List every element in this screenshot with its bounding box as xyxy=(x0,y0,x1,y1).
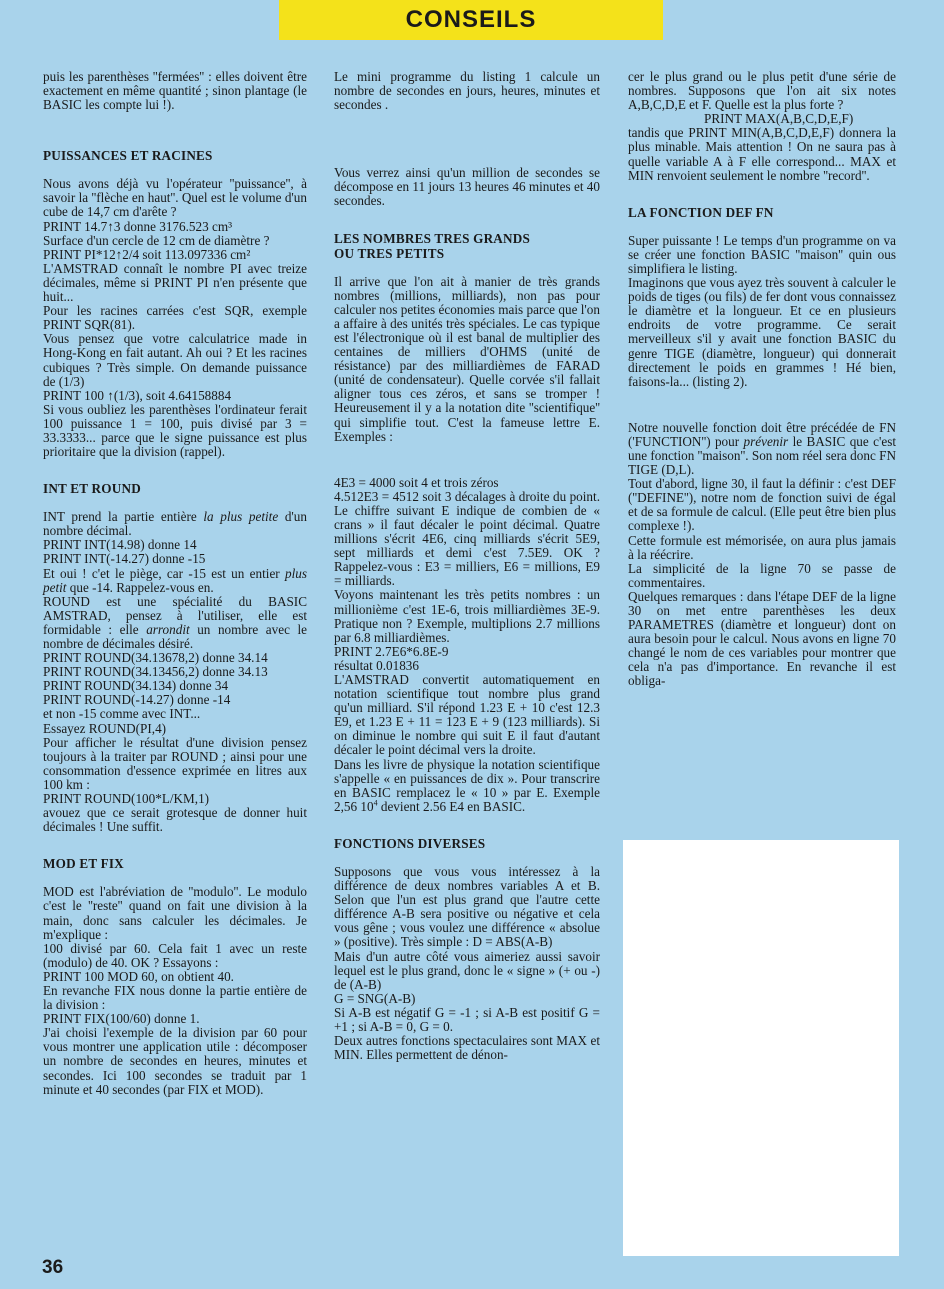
paragraph: MOD est l'abréviation de ''modulo''. Le modulo c'est le ''reste'' quand on fait une division à la main, donc sans calculer les décimales. Je m'explique : xyxy=(43,884,307,942)
paragraph: avouez que ce serait grotesque de donner huit décimales ! Une suffit. xyxy=(43,805,307,835)
paragraph: 4.512E3 = 4512 soit 3 décalages à droite du point. Le chiffre suivant E indique de combien de « crans » il faut décaler le point décimal. Quatre millions s'écrit 4E6, cinq milliards s'écrit 5E9, sept milliards et demi c'est 7.5E9. OK ? Rappelez-vous : E3 = milliers, E6 = millions, E9 = milliards. xyxy=(334,488,600,589)
paragraph: Il arrive que l'on ait à manier de très grands nombres (millions, milliards), non pas pour calculer nos petites économies mais parce que l'on a affaire à des unités très spéciales. Le cas typique est l'électronique où il est banal de multiplier des centaines de milliers d'OHMS (unité de résistance) par des milliardièmes de FARAD (unité de condensateur). Quelle corvée s'il fallait aligner tous ces zéros, et sans se tromper ! Heureusement il y a la notation dite ''scientifique'' qui simplifie tout. C'est la fameuse lettre E. Exemples : xyxy=(334,273,600,444)
paragraph: Notre nouvelle fonction doit être précédée de FN ('FUNCTION'') pour prévenir le BASIC que c'est une fonction ''maison''. Son nom réel sera donc FN TIGE (D,L). xyxy=(628,419,896,478)
paragraph: Le mini programme du listing 1 calcule un nombre de secondes en jours, heures, minutes et secondes . xyxy=(334,69,600,113)
paragraph: La simplicité de la ligne 70 se passe de commentaires. xyxy=(628,560,896,590)
code-line: PRINT 14.7↑3 donne 3176.523 cm³ xyxy=(43,218,233,234)
heading-fonctions-diverses: FONCTIONS DIVERSES xyxy=(334,835,486,851)
paragraph: puis les parenthèses ''fermées'' : elles doivent être exactement en même quantité ; sinon plantage (le BASIC les compte lui !). xyxy=(43,69,307,113)
paragraph: résultat 0.01836 xyxy=(334,657,419,673)
paragraph: tandis que PRINT MIN(A,B,C,D,E,F) donnera la plus minable. Mais attention ! On ne saura pas à quelle variable A à F elle correspond... MAX et MIN renvoient seulement le nombre ''record''. xyxy=(628,125,896,183)
heading-puissances: PUISSANCES ET RACINES xyxy=(43,148,213,164)
paragraph: Si vous oubliez les parenthèses l'ordinateur ferait 100 puissance 1 = 100, puis divisé par 3 = 33.3333... parce que le signe puissance est plus prioritaire que la division (rappel). xyxy=(43,401,307,460)
paragraph: et non -15 comme avec INT... xyxy=(43,706,201,722)
paragraph: Quelques remarques : dans l'étape DEF de la ligne 30 on met entre parenthèses les deux PARAMETRES (diamètre et longueur) dont on aura besoin pour le calcul. Nous avons en ligne 70 changé le nom de ces variables pour montrer que cela n'a pas d'importance. En revanche il est obliga- xyxy=(628,588,896,689)
paragraph: cer le plus grand ou le plus petit d'une série de nombres. Supposons que l'on ait six notes A,B,C,D,E et F. Quelle est la plus forte ? xyxy=(628,69,896,113)
paragraph: Mais d'un autre côté vous aimeriez aussi savoir lequel est le plus grand, donc le « signe » (+ ou -) de (A-B) xyxy=(334,948,600,992)
paragraph: Deux autres fonctions spectaculaires sont MAX et MIN. Elles permettent de dénon- xyxy=(334,1033,600,1063)
code-line: PRINT ROUND(34.13678,2) donne 34.14 xyxy=(43,650,268,666)
code-line: G = SNG(A-B) xyxy=(334,990,416,1006)
paragraph: ROUND est une spécialité du BASIC AMSTRAD, pensez à l'utiliser, elle est formidable : elle arrondit un nombre avec le nombre de décimales désiré. xyxy=(43,593,307,651)
paragraph: Si A-B est négatif G = -1 ; si A-B est positif G = +1 ; si A-B = 0, G = 0. xyxy=(334,1004,600,1034)
column-1 xyxy=(43,70,307,1097)
code-line: PRINT ROUND(100*L/KM,1) xyxy=(43,791,210,807)
section-title: CONSEILS xyxy=(405,6,537,33)
paragraph: Nous avons déjà vu l'opérateur ''puissance'', à savoir la ''flèche en haut''. Quel est le volume d'un cube de 14,7 cm d'arête ? xyxy=(43,176,307,220)
paragraph: Vous pensez que votre calculatrice made in Hong-Kong en fait autant. Ah oui ? Et les racines cubiques ? Très simple. On demande puissance de (1/3) xyxy=(43,331,307,389)
paragraph: Vous verrez ainsi qu'un million de secondes se décompose en 11 jours 13 heures 46 minutes et 40 secondes. xyxy=(334,165,600,209)
heading-int-round: INT ET ROUND xyxy=(43,481,141,497)
code-line: PRINT 100 MOD 60, on obtient 40. xyxy=(43,968,234,984)
paragraph: Supposons que vous vous intéressez à la différence de deux nombres variables A et B. Selon que l'un est plus grand que l'autre cette différence A-B sera positive ou négative et cela vous gêne ; vous voulez une différence « absolue » (positive). Très simple : D = ABS(A-B) xyxy=(334,863,600,950)
code-line: PRINT FIX(100/60) donne 1. xyxy=(43,1011,200,1027)
paragraph: Dans les livre de physique la notation scientifique s'appelle « en puissances de dix ». Pour transcrire en BASIC remplacez le « 10 » par E. Exemple 2,56 $10^4$ devient 2.56 E4 en BASIC. xyxy=(334,756,600,814)
column-2 xyxy=(334,70,600,1062)
code-line: PRINT ROUND(-14.27) donne -14 xyxy=(43,692,231,708)
paragraph: Surface d'un cercle de 12 cm de diamètre ? xyxy=(43,232,270,248)
code-line: PRINT INT(-14.27) donne -15 xyxy=(43,551,206,567)
code-line: 4E3 = 4000 soit 4 et trois zéros xyxy=(334,474,499,490)
column-3 xyxy=(628,70,896,689)
code-line: Essayez ROUND(PI,4) xyxy=(43,720,167,736)
paragraph: 100 divisé par 60. Cela fait 1 avec un reste (modulo) de 40. OK ? Essayons : xyxy=(43,940,307,970)
paragraph: Cette formule est mémorisée, on aura plus jamais à la réécrire. xyxy=(628,532,896,562)
paragraph: Pour les racines carrées c'est SQR, exemple PRINT SQR(81). xyxy=(43,303,307,333)
paragraph: Pour afficher le résultat d'une division pensez toujours à la traiter par ROUND ; ainsi pour une consommation d'essence exprimée en litres aux 100 km : xyxy=(43,734,307,792)
code-line: PRINT ROUND(34.134) donne 34 xyxy=(43,678,229,694)
paragraph: Et oui ! c'et le piège, car -15 est un entier plus petit que -14. Rappelez-vous en. xyxy=(43,565,307,595)
paragraph: Super puissante ! Le temps d'un programme on va se créer une fonction BASIC ''maison'' quin ous simplifiera le listing. xyxy=(628,232,896,276)
paragraph: J'ai choisi l'exemple de la division par 60 pour vous montrer une application utile : décomposer un nombre de secondes en heures, minutes et secondes. Ici 100 secondes se traduit par 1 minute et 40 secondes (par FIX et MOD). xyxy=(43,1025,307,1097)
paragraph: L'AMSTRAD convertit automatiquement en notation scientifique tout nombre plus grand qu'un milliard. S'il répond 1.23 E + 10 c'est 12.3 E9, et 1.23 E + 11 = 123 E + 9 (123 milliards). Si on diminue le nombre qui suit E il faut d'autant décaler le point décimal vers la droite. xyxy=(334,672,600,758)
heading-def-fn: LA FONCTION DEF FN xyxy=(628,204,774,220)
heading-nombres-petits: OU TRES PETITS xyxy=(334,245,445,261)
page-number: 36 xyxy=(42,1257,64,1278)
code-line: PRINT 2.7E6*6.8E-9 xyxy=(334,643,449,659)
paragraph: Imaginons que vous ayez très souvent à calculer le poids de tiges (ou fils) de fer dont vous connaissez le diamètre et la longueur. Et ce en plusieurs endroits de votre programme. Ce serait merveilleux s'il y avait une fonction BASIC du genre TIGE (diamètre, longueur) qui donnerait directement le poids en grammes ! Hé bien, faisons-la... (listing 2). xyxy=(628,275,896,389)
paragraph: En revanche FIX nous donne la partie entière de la division : xyxy=(43,982,307,1013)
paragraph: Tout d'abord, ligne 30, il faut la définir : c'est DEF (''DEFINE''), notre nom de fonction suivi de égal et de sa formule de calcul. (Elle peut être bien plus complexe !). xyxy=(628,476,896,534)
code-line: PRINT MAX(A,B,C,D,E,F) xyxy=(704,111,854,127)
paragraph: L'AMSTRAD connaît le nombre PI avec treize décimales, même si PRINT PI n'en présente que huit... xyxy=(43,260,307,305)
section-header xyxy=(279,0,663,40)
paragraph: INT prend la partie entière la plus petite d'un nombre décimal. xyxy=(43,509,307,539)
code-line: PRINT 100 ↑(1/3), soit 4.64158884 xyxy=(43,387,232,403)
paragraph: Voyons maintenant les très petits nombres : un millionième c'est 1E-6, trois milliardièmes 3E-9. Pratique non ? Exemple, multiplions 2.7 millions par 6.8 milliardièmes. xyxy=(334,587,600,645)
heading-mod-fix: MOD ET FIX xyxy=(43,856,124,872)
listing-placeholder-box xyxy=(623,840,899,1256)
code-line: PRINT INT(14.98) donne 14 xyxy=(43,537,197,553)
heading-nombres-grands: LES NOMBRES TRES GRANDS xyxy=(334,230,530,246)
code-line: PRINT ROUND(34.13456,2) donne 34.13 xyxy=(43,664,268,680)
code-line: PRINT PI*12↑2/4 soit 113.097336 cm² xyxy=(43,246,251,262)
